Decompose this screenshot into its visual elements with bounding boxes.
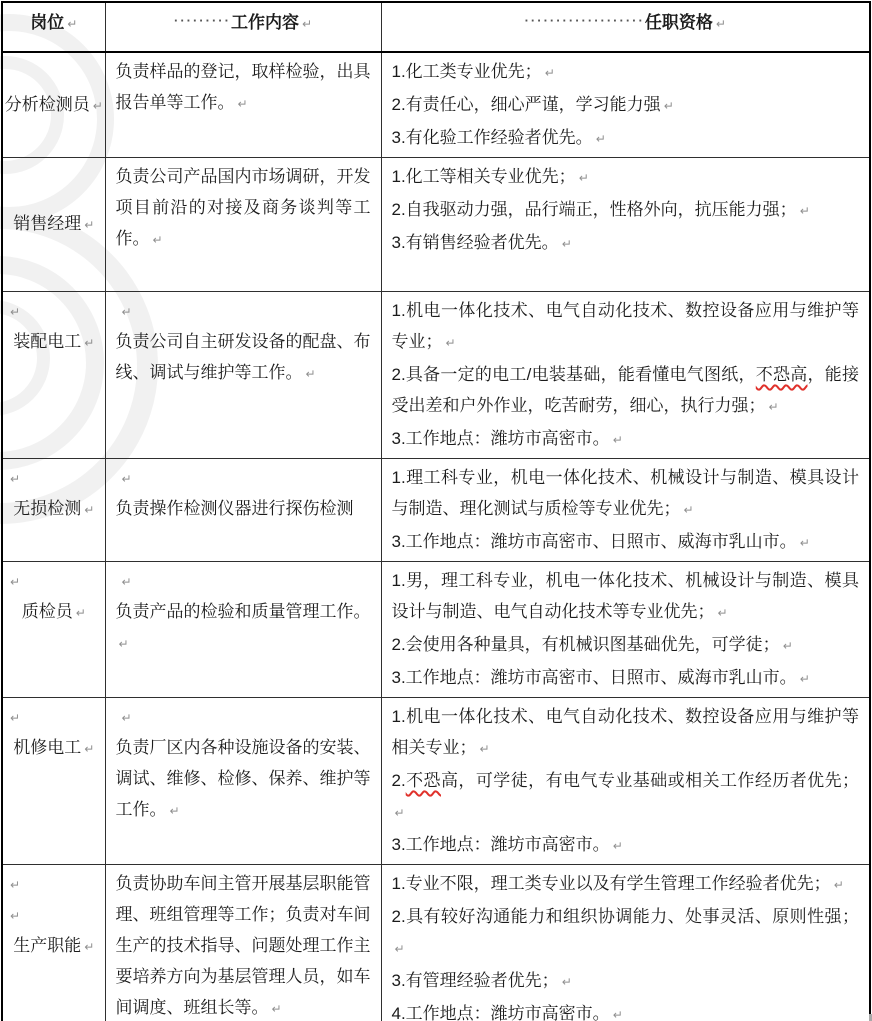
position-label: 销售经理 — [13, 214, 82, 233]
job-table — [1, 1, 871, 1021]
qualification-item — [392, 194, 860, 227]
work-paragraph — [116, 868, 371, 1021]
position-label: 质检员 — [21, 602, 73, 621]
table-row — [2, 52, 870, 158]
work-paragraph — [116, 161, 371, 256]
work-cell[interactable] — [105, 52, 381, 158]
pilcrow-mark: ↵ — [10, 909, 21, 923]
qualification-item — [392, 423, 860, 456]
position-label-line — [4, 326, 104, 359]
pilcrow-mark: ↵ — [561, 975, 572, 989]
pilcrow-mark: ↵ — [717, 606, 728, 620]
qualification-text: 1.化工等相关专业优先； — [391, 167, 576, 186]
qualification-text: 2. — [391, 771, 406, 790]
qualification-text: ，能接受出差和户外作业，吃苦耐劳，细心，执行力强； — [391, 365, 860, 415]
pilcrow-mark: ↵ — [121, 575, 132, 589]
work-cell[interactable] — [105, 459, 381, 562]
pilcrow-mark: ↵ — [121, 472, 132, 486]
position-cell[interactable] — [2, 698, 105, 865]
position-label: 装配电工 — [13, 332, 82, 351]
work-cell[interactable] — [105, 698, 381, 865]
header-row — [2, 2, 870, 52]
qualification-text: 3.有销售经验者优先。 — [391, 233, 559, 252]
qualification-item — [392, 89, 860, 122]
empty-paragraph — [4, 868, 104, 899]
position-cell[interactable] — [2, 292, 105, 459]
table-row — [2, 459, 870, 562]
tab-leader-dots: ········· — [173, 13, 231, 28]
pilcrow-mark: ↵ — [10, 711, 21, 725]
pilcrow-mark: ↵ — [394, 942, 405, 956]
header-qualification-cell[interactable] — [381, 2, 870, 52]
pilcrow-mark: ↵ — [152, 233, 163, 247]
work-text: 负责公司产品国内市场调研，开发项目前沿的对接及商务谈判等工作。 — [115, 167, 371, 248]
empty-paragraph — [116, 701, 371, 732]
qualification-cell[interactable] — [381, 865, 870, 1021]
position-label: 生产职能 — [13, 936, 82, 955]
qualification-text: 3.工作地点：潍坊市高密市。 — [391, 835, 610, 854]
table-row — [2, 865, 870, 1021]
qualification-text: 2.具备一定的电工/电装基础，能看懂电气图纸， — [391, 365, 756, 384]
pilcrow-mark: ↵ — [84, 940, 95, 954]
position-label: 分析检测员 — [4, 94, 90, 114]
qualification-item — [392, 359, 860, 423]
empty-paragraph — [4, 701, 104, 732]
pilcrow-mark: ↵ — [84, 503, 95, 517]
qualification-cell[interactable] — [381, 698, 870, 865]
pilcrow-mark: ↵ — [394, 806, 405, 820]
pilcrow-mark: ↵ — [833, 878, 844, 892]
position-label-line — [4, 208, 104, 241]
pilcrow-mark: ↵ — [715, 17, 726, 31]
empty-paragraph — [4, 899, 104, 930]
qualification-item — [392, 868, 860, 901]
work-paragraph — [116, 493, 371, 524]
header-work-cell[interactable] — [105, 2, 381, 52]
position-label-line — [4, 89, 104, 122]
qualification-item — [392, 901, 860, 965]
header-position-cell[interactable] — [2, 2, 105, 52]
position-cell[interactable] — [2, 459, 105, 562]
pilcrow-mark: ↵ — [10, 878, 21, 892]
qualification-item — [392, 829, 860, 862]
pilcrow-mark: ↵ — [301, 17, 313, 31]
pilcrow-mark: ↵ — [595, 132, 606, 146]
table-row — [2, 698, 870, 865]
position-label-line — [4, 930, 104, 963]
work-paragraph — [116, 326, 371, 390]
qualification-cell[interactable] — [381, 158, 870, 292]
position-label-line — [4, 596, 104, 629]
header-work-label: 工作内容 — [230, 13, 299, 32]
qualification-text: 3.有化验工作经验者优先。 — [391, 128, 593, 147]
qualification-cell[interactable] — [381, 292, 870, 459]
pilcrow-mark: ↵ — [561, 237, 572, 251]
work-text: 负责样品的登记，取样检验，出具报告单等工作。 — [115, 62, 371, 112]
work-text: 负责公司自主研发设备的配盘、布线、调试与维护等工作。 — [115, 332, 371, 382]
position-label: 无损检测 — [13, 499, 82, 518]
pilcrow-mark: ↵ — [799, 204, 810, 218]
pilcrow-mark: ↵ — [782, 639, 793, 653]
position-cell[interactable] — [2, 865, 105, 1021]
header-work-line — [108, 11, 379, 36]
qualification-text: 2.会使用各种量具，有机械识图基础优先，可学徒； — [391, 635, 780, 654]
pilcrow-mark: ↵ — [10, 305, 21, 319]
qualification-item — [392, 227, 860, 260]
qualification-text: 3.有管理经验者优先； — [391, 971, 559, 990]
work-cell[interactable] — [105, 562, 381, 698]
qualification-item — [392, 965, 860, 998]
qualification-cell[interactable] — [381, 52, 870, 158]
qualification-item — [392, 998, 860, 1021]
pilcrow-mark: ↵ — [237, 97, 248, 111]
position-cell[interactable] — [2, 562, 105, 698]
qualification-cell[interactable] — [381, 562, 870, 698]
pilcrow-mark: ↵ — [75, 606, 86, 620]
pilcrow-mark: ↵ — [118, 637, 129, 651]
table-row — [2, 562, 870, 698]
pilcrow-mark: ↵ — [663, 99, 674, 113]
pilcrow-mark: ↵ — [84, 336, 95, 350]
table-header — [2, 2, 870, 52]
pilcrow-mark: ↵ — [10, 575, 21, 589]
position-label: 机修电工 — [13, 738, 82, 757]
work-paragraph — [116, 732, 371, 827]
qualification-text: 1.理工科专业，机电一体化技术、机械设计与制造、模具设计与制造、理化测试与质检等专业优先； — [391, 468, 859, 518]
header-qualification-line — [384, 11, 868, 36]
qualification-item — [392, 526, 860, 559]
position-label-line — [4, 732, 104, 765]
empty-paragraph — [116, 462, 371, 493]
pilcrow-mark: ↵ — [479, 742, 490, 756]
qualification-text: 1.男，理工科专业，机电一体化技术、机械设计与制造、模具设计与制造、电气自动化技术等专业优先； — [391, 571, 859, 621]
pilcrow-mark: ↵ — [578, 171, 589, 185]
qualification-cell[interactable] — [381, 459, 870, 562]
position-cell[interactable] — [2, 158, 105, 292]
pilcrow-mark: ↵ — [683, 503, 694, 517]
empty-paragraph — [4, 565, 104, 596]
pilcrow-mark: ↵ — [799, 536, 810, 550]
pilcrow-mark: ↵ — [92, 98, 103, 113]
qualification-text: 3.工作地点：潍坊市高密市。 — [391, 429, 610, 448]
table-body — [2, 52, 870, 1021]
work-cell[interactable] — [105, 865, 381, 1021]
pilcrow-mark: ↵ — [445, 336, 456, 350]
work-paragraph — [116, 596, 371, 660]
pilcrow-mark: ↵ — [84, 742, 95, 756]
pilcrow-mark: ↵ — [768, 400, 779, 414]
qualification-text: 3.工作地点：潍坊市高密市、日照市、威海市乳山市。 — [391, 532, 797, 551]
header-qualification-label: 任职资格 — [644, 13, 713, 32]
header-position-label: 岗位 — [30, 13, 65, 32]
qualification-text: 2.具有较好沟通能力和组织协调能力、处事灵活、原则性强； — [391, 907, 859, 926]
qualification-text: 1.机电一体化技术、电气自动化技术、数控设备应用与维护等相关专业； — [391, 707, 859, 757]
qualification-item — [392, 629, 860, 662]
work-cell[interactable] — [105, 292, 381, 459]
pilcrow-mark: ↵ — [612, 839, 623, 853]
pilcrow-mark: ↵ — [799, 672, 810, 686]
work-text: 负责产品的检验和质量管理工作。 — [115, 602, 371, 621]
work-paragraph — [116, 56, 371, 120]
pilcrow-mark: ↵ — [169, 804, 180, 818]
work-cell[interactable] — [105, 158, 381, 292]
header-position-line — [5, 11, 103, 36]
tab-leader-dots: ··················· — [524, 13, 645, 28]
qualification-text: 4.工作地点：潍坊市高密市。 — [391, 1004, 610, 1021]
qualification-text: 3.工作地点：潍坊市高密市、日照市、威海市乳山市。 — [391, 668, 797, 687]
pilcrow-mark: ↵ — [121, 711, 132, 725]
qualification-item — [392, 161, 860, 194]
empty-paragraph — [4, 462, 104, 493]
empty-paragraph — [4, 295, 104, 326]
qualification-item — [392, 765, 860, 829]
pilcrow-mark: ↵ — [271, 1002, 282, 1016]
pilcrow-mark: ↵ — [544, 66, 555, 80]
position-label-line — [4, 493, 104, 526]
qualification-item — [392, 56, 860, 89]
table-row — [2, 292, 870, 459]
pilcrow-mark: ↵ — [84, 218, 95, 232]
qualification-text-misspelled: 不恐高 — [755, 365, 808, 384]
qualification-text: 2.自我驱动力强，品行端正，性格外向，抗压能力强； — [391, 200, 797, 219]
pilcrow-mark: ↵ — [10, 472, 21, 486]
pilcrow-mark: ↵ — [67, 17, 78, 31]
pilcrow-mark: ↵ — [612, 433, 623, 447]
pilcrow-mark: ↵ — [612, 1008, 623, 1021]
empty-paragraph — [116, 295, 371, 326]
qualification-text: 1.化工类专业优先； — [391, 62, 542, 81]
pilcrow-mark: ↵ — [121, 305, 132, 319]
qualification-text: 1.机电一体化技术、电气自动化技术、数控设备应用与维护等专业； — [391, 301, 859, 351]
work-text: 负责厂区内各种设施设备的安装、调试、维修、检修、保养、维护等工作。 — [115, 738, 371, 819]
work-text: 负责操作检测仪器进行探伤检测 — [115, 499, 354, 518]
work-text: 负责协助车间主管开展基层职能管理、班组管理等工作；负责对车间生产的技术指导、问题处理工作主要培养方向为基层管理人员，如车间调度、班组长等。 — [115, 874, 371, 1017]
qualification-text: 1.专业不限，理工类专业以及有学生管理工作经验者优先； — [391, 874, 831, 893]
qualification-item — [392, 701, 860, 765]
empty-paragraph — [116, 565, 371, 596]
pilcrow-mark: ↵ — [305, 367, 316, 381]
table-row — [2, 158, 870, 292]
qualification-item — [392, 565, 860, 629]
qualification-item — [392, 662, 860, 695]
qualification-text: 高，可学徒，有电气专业基础或相关工作经历者优先； — [441, 771, 860, 790]
qualification-item — [392, 462, 860, 526]
qualification-text: 2.有责任心，细心严谨，学习能力强 — [391, 95, 661, 114]
qualification-text-misspelled: 不恐 — [405, 771, 441, 790]
qualification-item — [392, 122, 860, 155]
qualification-item — [392, 295, 860, 359]
position-cell[interactable] — [2, 52, 105, 158]
